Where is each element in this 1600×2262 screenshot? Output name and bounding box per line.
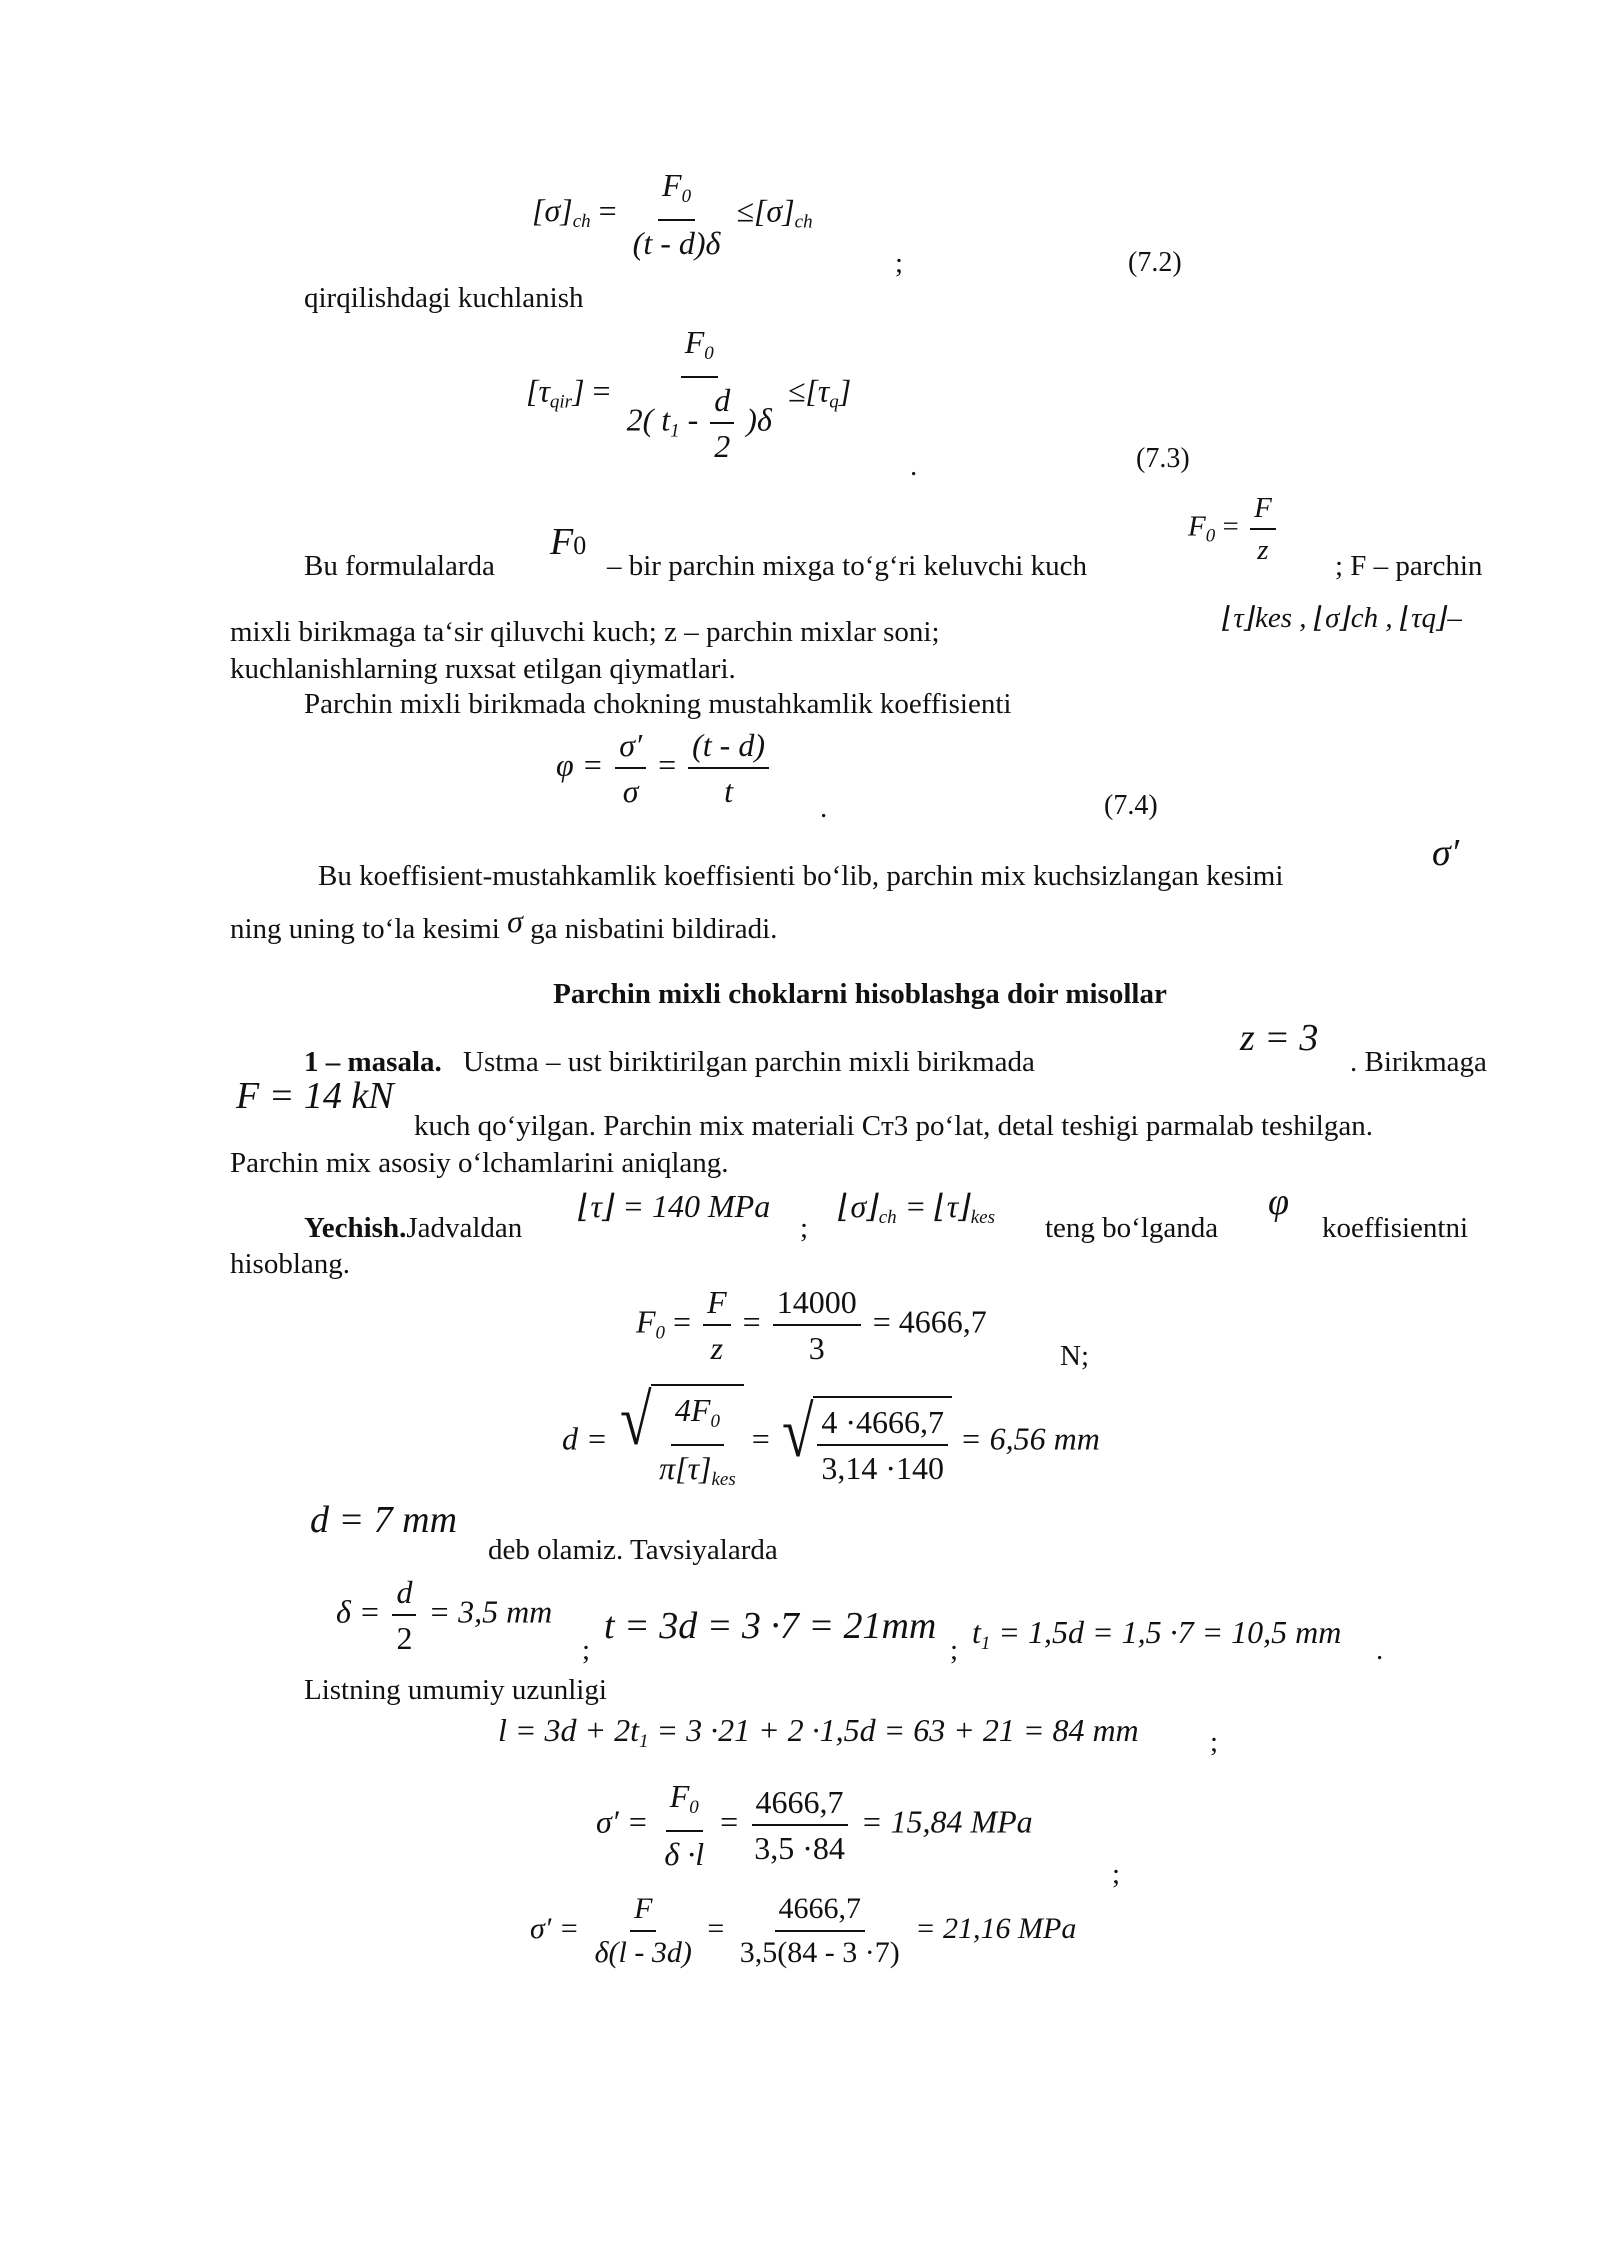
calc-delta: δ = $\frac{d}{2}$ = 3,5 mm: [336, 1574, 553, 1656]
para3-sigma-prime: σ′: [1432, 832, 1460, 874]
calc-t1: $t_1 = 1,5d = 1,5 \cdot 7 = 10,5$ mm: [972, 1614, 1342, 1654]
eq72-number: (7.2): [1128, 247, 1182, 278]
eq73-dot: .: [910, 450, 918, 482]
dims-sep1: ;: [582, 1634, 591, 1666]
para2: Parchin mixli birikmada chokning mustahkamlik koeffisienti: [304, 688, 1012, 720]
equation-7-4: φ = $\frac{\sigma'}{\sigma}$ = $\frac{(t - d)}{t}$: [556, 725, 773, 811]
calc-sigma1: σ′ = $\frac{F_0}{\delta \cdot l}$ = $\frac{4666,7}{3,5 \cdot 84}$ = 15,84 MPa: [596, 1778, 1033, 1872]
para1-line1-c: ; F – parchin: [1335, 550, 1483, 582]
calc-F0: $F_0$ = $\frac{F}{z}$ = $\frac{14000}{3}$ = 4666,7: [636, 1284, 987, 1366]
d-take-eq: d = 7 mm: [310, 1499, 458, 1541]
equation-7-2: $[\sigma]_{ch}$ = $\frac{F_0}{(t - d)\delta}$ $\le[\sigma]_{ch}$: [532, 167, 813, 261]
task1-text-b: . Birikmaga: [1350, 1046, 1487, 1078]
task1-z: z = 3: [1240, 1017, 1319, 1059]
label-shear-stress: qirqilishdagi kuchlanish: [304, 282, 584, 314]
label-length: Listning umumiy uzunligi: [304, 1674, 607, 1706]
task1-F: F = 14 kN: [236, 1075, 394, 1117]
para3-line2: ning uning to‘la kesimi σ ga nisbatini bildiradi.: [230, 903, 778, 945]
eq74-dot: .: [820, 792, 828, 824]
eq72-lhs: $[\sigma]_{ch}$: [532, 192, 591, 233]
para3-line1: Bu koeffisient-mustahkamlik koeffisienti bo‘lib, parchin mix kuchsizlangan kesimi: [318, 860, 1284, 892]
solution-tau: ⌊τ⌋ = 140 MPa: [578, 1188, 771, 1224]
dims-sep2: ;: [950, 1634, 959, 1666]
calc-sigma2: σ′ = $\frac{F}{\delta(l - 3d)}$ = $\frac{4666,7}{3,5(84 - 3 \cdot 7)}$ = 21,16 MPa: [530, 1892, 1077, 1969]
para1-line3: kuchlanishlarning ruxsat etilgan qiymatlari.: [230, 653, 736, 685]
eq73-number: (7.3): [1136, 443, 1190, 474]
calc-F0-unit: N;: [1060, 1340, 1089, 1372]
para1-line1-b: – bir parchin mixga to‘g‘ri keluvchi kuch: [607, 550, 1087, 582]
solution-text-b: teng bo‘lganda: [1045, 1212, 1219, 1244]
para1-line2: mixli birikmaga ta‘sir qiluvchi kuch; z – parchin mixlar soni;: [230, 616, 940, 648]
equation-7-3: $[\tau_{qir}]$ = $F_0$ 2( $t_1$ - $\frac{d}{2}$ )δ $\le[\tau_q]$: [526, 324, 852, 464]
solution-text-c: koeffisientni: [1322, 1212, 1469, 1244]
calc-l-end: ;: [1210, 1726, 1219, 1758]
d-take-text: deb olamiz. Tavsiyalarda: [488, 1534, 778, 1566]
para1-stress-list: ⌊τ⌋kes , ⌊σ⌋ch , ⌊τq⌋–: [1222, 602, 1462, 634]
solution-sigma: $⌊\sigma⌋_{ch}$ = $⌊\tau⌋_{kes}$: [838, 1188, 995, 1228]
eq72-semicolon: ;: [895, 247, 904, 279]
task1-text-d: Parchin mix asosiy o‘lchamlarini aniqlang.: [230, 1147, 729, 1179]
solution-text-d: hisoblang.: [230, 1248, 351, 1280]
calc-t: t = 3d = 3 ·7 = 21mm: [604, 1605, 937, 1647]
calc-d: d = √ $\frac{4F_0}{\pi[\tau]_{kes}}$ = √ $\frac{4 \cdot 4666,7}{3,14 \cdot 140}$ = 6,56 mm: [562, 1384, 1100, 1500]
eq73-fraction: $F_0$ 2( $t_1$ - $\frac{d}{2}$ )δ: [626, 324, 772, 464]
solution-semicolon: ;: [800, 1212, 809, 1244]
task1-line1: 1 – masala. Ustma – ust biriktirilgan parchin mixli birikmada: [304, 1046, 1035, 1078]
calc-l: $l = 3d + 2t_1 = 3 \cdot 21 + 2 \cdot 1,5d = 63 + 21 = 84$ mm: [498, 1712, 1139, 1752]
eq72-fraction: $\frac{F_0}{(t - d)\delta}$: [632, 167, 721, 261]
para1-F0: F0: [550, 521, 587, 563]
solution-phi: φ: [1268, 1181, 1290, 1223]
para1-line1: Bu formulalarda: [304, 550, 495, 582]
calc-sigma1-end: ;: [1112, 1858, 1121, 1890]
eq74-number: (7.4): [1104, 790, 1158, 821]
task1-text-c: kuch qo‘yilgan. Parchin mix materiali Cт3 po‘lat, detal teshigi parmalab teshilgan.: [414, 1110, 1373, 1142]
solution-line1: Yechish.Jadvaldan: [304, 1212, 523, 1244]
para1-F0-definition: $F_0$ = $\frac{F}{z}$: [1188, 490, 1280, 568]
dims-end: .: [1376, 1634, 1384, 1666]
section-heading: Parchin mixli choklarni hisoblashga doir misollar: [553, 978, 1167, 1010]
